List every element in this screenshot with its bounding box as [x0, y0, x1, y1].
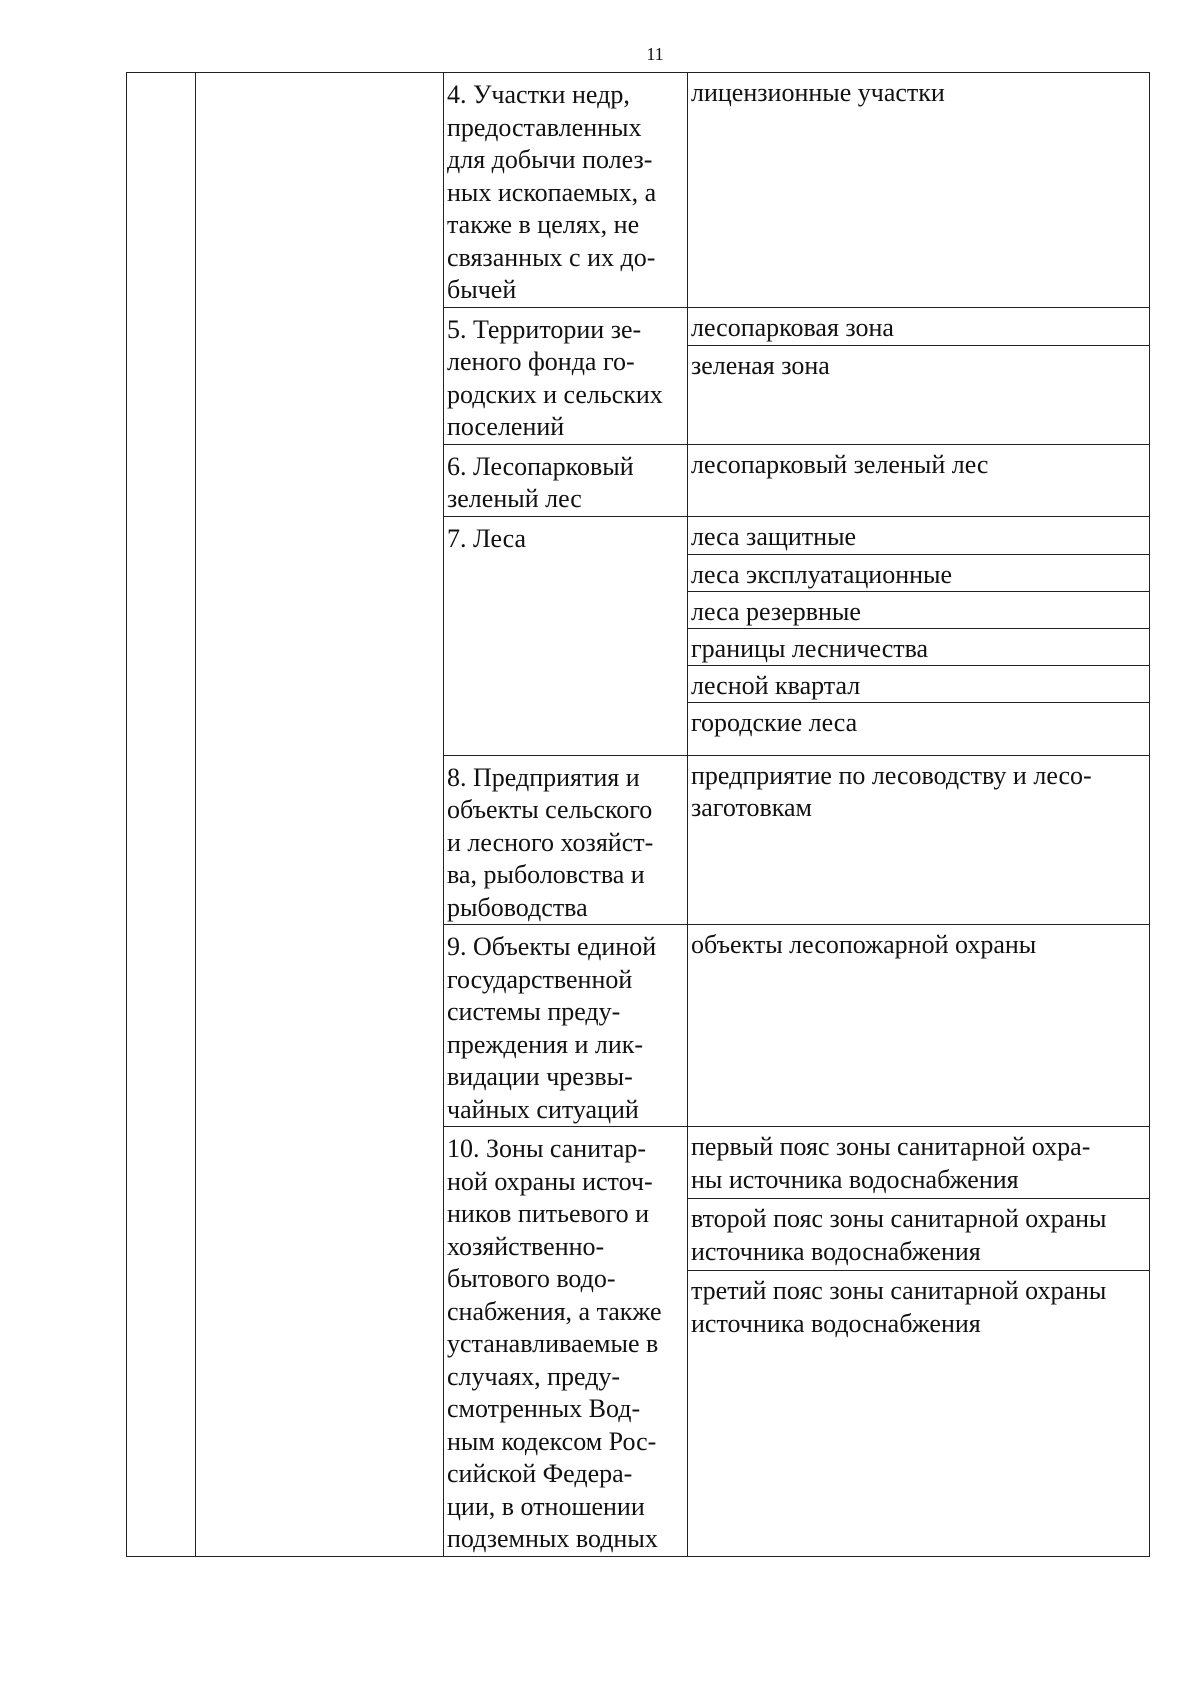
subcategory-item: леса эксплуатационные	[688, 555, 1149, 592]
subcategory-list	[688, 308, 1149, 443]
page-number: 11	[646, 44, 664, 64]
blank-column-2	[196, 73, 444, 1557]
subcategory-list	[688, 517, 1149, 755]
subcategory-list	[688, 445, 1149, 484]
category-label: 5. Территории зе- леного фонда го- родских и сельских поселений	[447, 314, 663, 441]
category-label: 7. Леса	[447, 523, 527, 553]
subcategory-item: городские леса	[691, 707, 858, 737]
subcategory-list	[688, 925, 1149, 964]
subcategory-item: лесной квартал	[688, 666, 1149, 703]
subcategory-cell	[688, 73, 1150, 308]
table-row	[127, 73, 1150, 308]
category-cell	[444, 444, 688, 516]
category-label: 9. Объекты единой государственной системы преду- преждения и лик- видации чрезвы- чайных ситуаций	[447, 932, 657, 1124]
category-cell	[444, 1127, 688, 1557]
subcategory-item: лесопарковая зона	[688, 308, 1149, 346]
category-cell	[444, 73, 688, 308]
subcategory-cell	[688, 516, 1150, 755]
subcategory-item: объекты лесопожарной охраны	[691, 930, 1037, 959]
subcategory-item: зеленая зона	[691, 350, 830, 380]
subcategory-item: второй пояс зоны санитарной охраны источника водоснабжения	[688, 1199, 1149, 1271]
subcategory-item: предприятие по лесоводству и лесо- заготовкам	[691, 760, 1092, 822]
subcategory-item: леса защитные	[688, 517, 1149, 555]
blank-column-1	[127, 73, 196, 1557]
subcategory-cell	[688, 925, 1150, 1127]
category-cell	[444, 516, 688, 755]
category-label: 10. Зоны санитар- ной охраны источ- ников питьевого и хозяйственно- бытового водо- снабжения, а также устанавливаемые в случаях, преду- смотренных Вод- ным кодексом Рос- сийской Федера- ции, в отношении подземных водных	[447, 1134, 662, 1553]
category-label: 6. Лесопарковый зеленый лес	[447, 451, 634, 513]
subcategory-item: лицензионные участки	[691, 78, 945, 107]
subcategory-item: третий пояс зоны санитарной охраны источника водоснабжения	[691, 1276, 1107, 1338]
subcategory-list	[688, 756, 1149, 827]
subcategory-cell	[688, 755, 1150, 925]
subcategory-item: леса резервные	[688, 592, 1149, 629]
category-cell	[444, 755, 688, 925]
subcategory-cell	[688, 307, 1150, 444]
subcategory-item: лесопарковый зеленый лес	[691, 449, 989, 479]
category-label: 8. Предприятия и объекты сельского и лесного хозяйст- ва, рыболовства и рыбоводства	[447, 762, 654, 922]
classification-table	[126, 72, 1150, 1557]
subcategory-cell	[688, 444, 1150, 516]
category-cell	[444, 925, 688, 1127]
category-cell	[444, 307, 688, 444]
subcategory-cell	[688, 1127, 1150, 1557]
subcategory-item: границы лесничества	[688, 629, 1149, 666]
subcategory-item: первый пояс зоны санитарной охра- ны источника водоснабжения	[688, 1127, 1149, 1199]
subcategory-list	[688, 1127, 1149, 1552]
category-label: 4. Участки недр, предоставленных для добычи полез- ных ископаемых, а также в целях, не связанных с их до- бычей	[447, 80, 657, 304]
subcategory-list	[688, 73, 1149, 112]
